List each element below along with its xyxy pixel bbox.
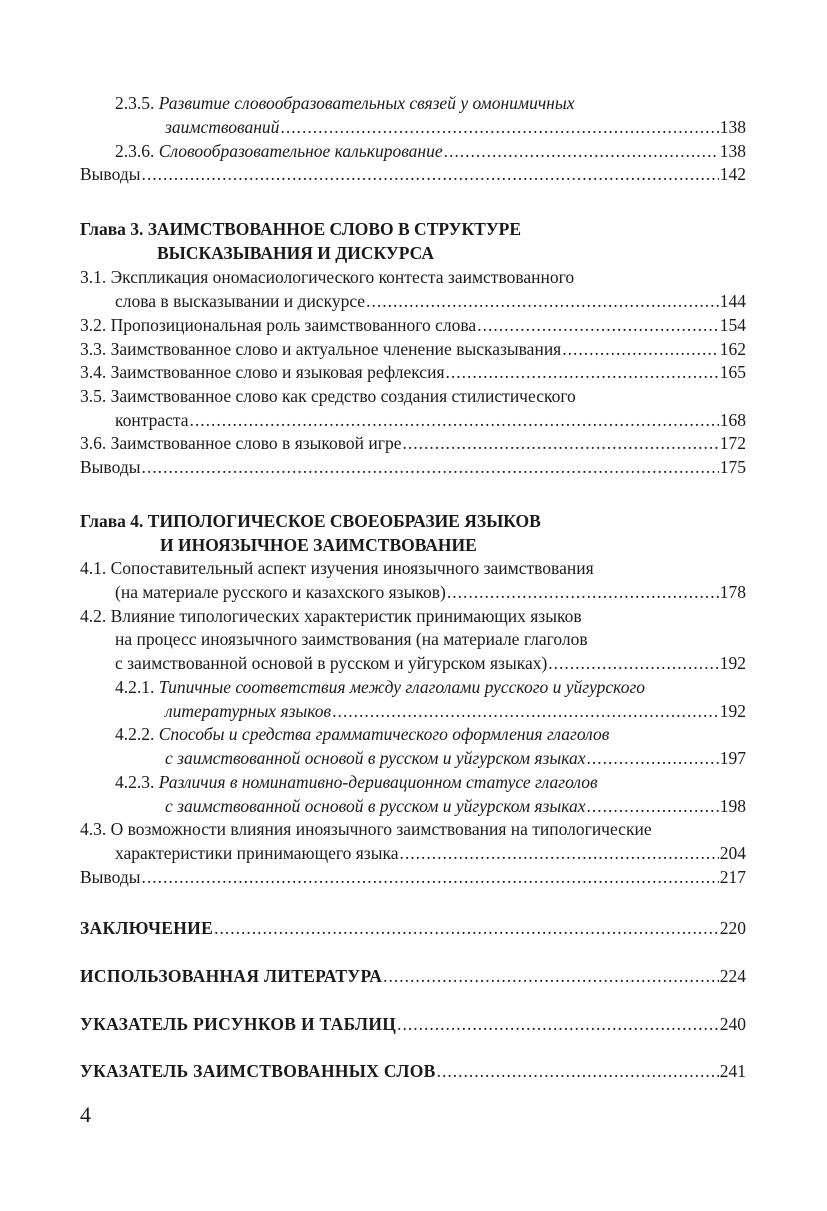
toc-page: 224 [719, 966, 746, 986]
toc-title: с заимствованной основой в русском и уйгурском языках [165, 796, 586, 816]
toc-page: 220 [719, 918, 746, 938]
chapter-3-heading-cont: ВЫСКАЗЫВАНИЯ И ДИСКУРСА [157, 243, 435, 263]
toc-entry-4-3: 4.3. О возможности влияния иноязычного заимствования на типологические [80, 819, 652, 839]
toc-number: 2.3.6. [115, 141, 155, 161]
toc-title: 3.4. Заимствованное слово и языковая рефлексия [80, 362, 445, 382]
toc-entry-4-1-cont [80, 580, 746, 604]
toc-title: характеристики принимающего языка [115, 843, 399, 863]
toc-page: 154 [719, 315, 746, 335]
toc-entry-conclusion [80, 916, 746, 940]
toc-title: с заимствованной основой в русском и уйгурском языках) [115, 653, 548, 673]
toc-number: 4.2.3. [115, 772, 155, 792]
toc-title: (на материале русского и казахского языков) [115, 582, 446, 602]
toc-title: УКАЗАТЕЛЬ ЗАИМСТВОВАННЫХ СЛОВ [80, 1061, 436, 1081]
toc-leader [447, 580, 719, 604]
toc-leader [141, 455, 718, 479]
toc-number: 2.3.5. [115, 93, 155, 113]
toc-leader [402, 431, 718, 455]
toc-page: 172 [719, 433, 746, 453]
toc-entry-2-3-5-cont [80, 115, 746, 139]
toc-leader [214, 916, 719, 940]
toc-number: 4.2.1. [115, 677, 155, 697]
toc-entry-3-3 [80, 337, 746, 361]
toc-title: заимствований [165, 117, 280, 137]
toc-title: Словообразовательное калькирование [158, 141, 443, 161]
toc-entry-3-5-cont [80, 408, 746, 432]
toc-entry-conclusions-3 [80, 455, 746, 479]
toc-entry-figures-index [80, 1012, 746, 1036]
toc-page: 178 [719, 582, 746, 602]
toc-leader [383, 964, 719, 988]
toc-entry-words-index [80, 1059, 746, 1083]
toc-page: 198 [719, 796, 746, 816]
toc-title: ИСПОЛЬЗОВАННАЯ ЛИТЕРАТУРА [80, 966, 383, 986]
toc-entry-2-3-5 [80, 91, 746, 115]
toc-title: литературных языков [165, 701, 332, 721]
toc-page: 197 [719, 748, 746, 768]
toc-page: 168 [719, 410, 746, 430]
toc-leader [332, 699, 719, 723]
toc-title: контраста [115, 410, 189, 430]
toc-leader [444, 139, 719, 163]
toc-page: 192 [719, 701, 746, 721]
toc-title: Выводы [80, 164, 141, 184]
chapter-3-heading: Глава 3. ЗАИМСТВОВАННОЕ СЛОВО В СТРУКТУРЕ [80, 219, 522, 239]
toc-leader [141, 865, 718, 889]
toc-page: 142 [719, 164, 746, 184]
toc-entry-3-6 [80, 431, 746, 455]
toc-entry-4-1: 4.1. Сопоставительный аспект изучения иноязычного заимствования [80, 558, 594, 578]
toc-page: 192 [719, 653, 746, 673]
toc-entry-4-2-2 [80, 722, 746, 746]
toc-page: 138 [719, 141, 746, 161]
toc-entry-4-2-1-cont [80, 699, 746, 723]
toc-title: Выводы [80, 867, 141, 887]
toc-leader [280, 115, 718, 139]
toc-entry-4-2-1 [80, 675, 746, 699]
toc-leader [548, 651, 718, 675]
toc-title: с заимствованной основой в русском и уйгурском языках [165, 748, 586, 768]
toc-leader [437, 1059, 719, 1083]
toc-entry-3-5: 3.5. Заимствованное слово как средство создания стилистического [80, 386, 576, 406]
toc-leader [562, 337, 719, 361]
toc-leader [477, 313, 719, 337]
toc-entry-4-2-cont: на процесс иноязычного заимствования (на материале глаголов [115, 629, 588, 649]
toc-leader [190, 408, 719, 432]
toc-page: 217 [719, 867, 746, 887]
toc-leader [397, 1012, 719, 1036]
toc-page: 204 [719, 843, 746, 863]
toc-title: 3.3. Заимствованное слово и актуальное членение высказывания [80, 339, 562, 359]
toc-leader [446, 360, 719, 384]
page-number: 4 [80, 1102, 91, 1127]
chapter-4-heading: Глава 4. ТИПОЛОГИЧЕСКОЕ СВОЕОБРАЗИЕ ЯЗЫКОВ [80, 511, 541, 531]
toc-leader [587, 746, 719, 770]
toc-entry-conclusions-4 [80, 865, 746, 889]
toc-leader [141, 162, 718, 186]
toc-entry-4-2: 4.2. Влияние типологических характеристик принимающих языков [80, 606, 582, 626]
toc-entry-literature [80, 964, 746, 988]
toc-leader [587, 794, 719, 818]
toc-entry-4-2-cont2 [80, 651, 746, 675]
toc-title: слова в высказывании и дискурсе [115, 291, 366, 311]
toc-title: Развитие словообразовательных связей у омонимичных [158, 93, 575, 113]
toc-title: 3.6. Заимствованное слово в языковой игре [80, 433, 402, 453]
toc-leader [399, 841, 718, 865]
toc-title: 3.2. Пропозициональная роль заимствованного слова [80, 315, 477, 335]
toc-number: 4.2.2. [115, 724, 155, 744]
toc-entry-conclusions-2 [80, 162, 746, 186]
toc-entry-2-3-6 [80, 139, 746, 163]
toc-page: 138 [719, 117, 746, 137]
chapter-4-heading-cont: И ИНОЯЗЫЧНОЕ ЗАИМСТВОВАНИЕ [160, 535, 477, 555]
toc-title: ЗАКЛЮЧЕНИЕ [80, 918, 214, 938]
toc-title: Различия в номинативно-деривационном статусе глаголов [158, 772, 598, 792]
toc-entry-3-1: 3.1. Экспликация ономасиологического контеста заимствованного [80, 267, 575, 287]
toc-title: Способы и средства грамматического оформления глаголов [158, 724, 610, 744]
toc-page: 165 [719, 362, 746, 382]
toc-title: УКАЗАТЕЛЬ РИСУНКОВ И ТАБЛИЦ [80, 1014, 397, 1034]
toc-page: 175 [719, 457, 746, 477]
toc-page: 144 [719, 291, 746, 311]
toc-entry-4-3-cont [80, 841, 746, 865]
toc-entry-4-2-3-cont [80, 794, 746, 818]
toc-entry-3-1-cont [80, 289, 746, 313]
toc-title: Выводы [80, 457, 141, 477]
toc-entry-4-2-3 [80, 770, 746, 794]
toc-title: Типичные соответствия между глаголами русского и уйгурского [158, 677, 646, 697]
toc-page: 240 [719, 1014, 746, 1034]
toc-entry-3-4 [80, 360, 746, 384]
toc-page: 241 [719, 1061, 746, 1081]
toc-entry-4-2-2-cont [80, 746, 746, 770]
toc-entry-3-2 [80, 313, 746, 337]
toc-page: 162 [719, 339, 746, 359]
toc-leader [366, 289, 719, 313]
